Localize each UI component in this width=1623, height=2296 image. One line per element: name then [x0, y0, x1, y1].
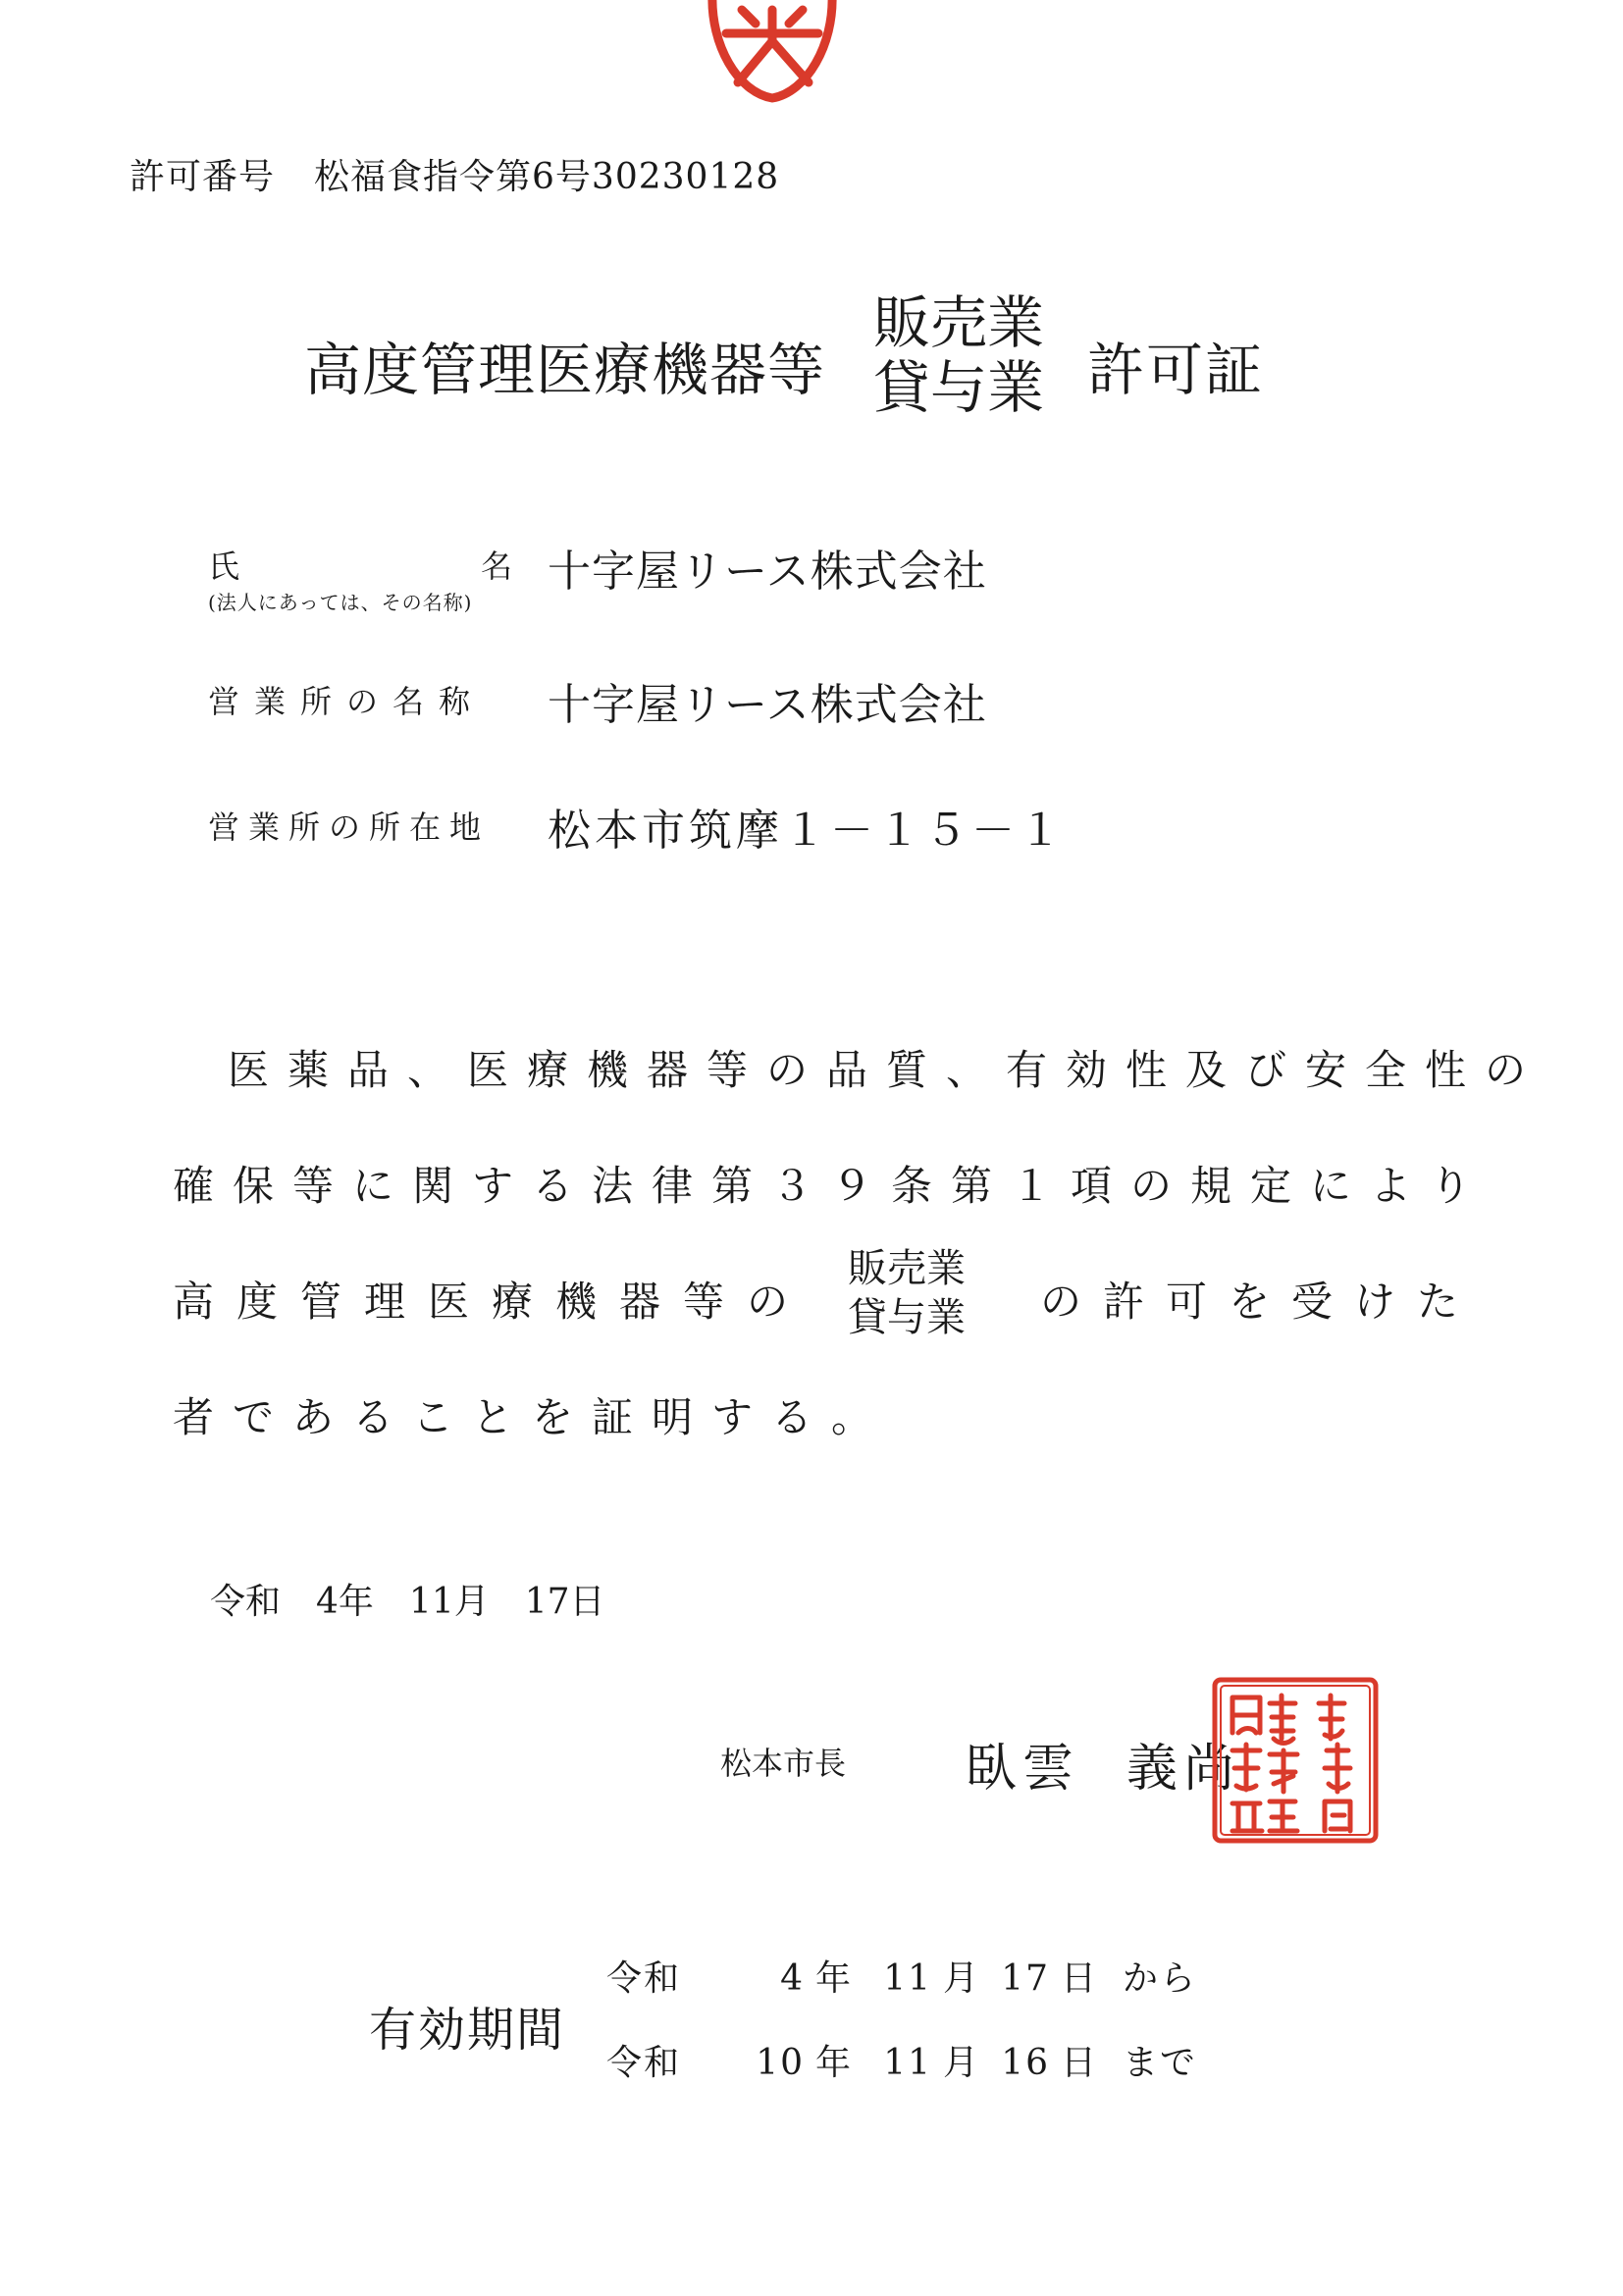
validity-to-year-unit: 年	[814, 2043, 853, 2083]
validity-to-suffix: まで	[1123, 2043, 1198, 2083]
issuer-title: 松本市長	[720, 1745, 847, 1782]
statement-business-type-sales: 販売業	[848, 1246, 966, 1291]
office-address-label: 営業所の所在地	[208, 809, 491, 846]
office-name-value: 十字屋リース株式会社	[548, 680, 987, 730]
statement-line-1: 医薬品、医療機器等の品質、有効性及び安全性の	[228, 1046, 1545, 1094]
certificate-title-main: 高度管理医療機器等	[304, 337, 826, 403]
validity-from-month: 11	[883, 1958, 932, 1999]
validity-from-year-unit: 年	[814, 1958, 853, 1999]
holder-value: 十字屋リース株式会社	[548, 547, 987, 597]
top-seal-emblem	[699, 0, 846, 106]
issue-date-day: 17日	[524, 1582, 605, 1622]
statement-line-3-end: の許可を受けた	[1040, 1278, 1481, 1326]
issuer-family-name: 臥雲	[966, 1740, 1080, 1799]
statement-line-3-start: 高度管理医療機器等の	[173, 1278, 812, 1326]
validity-from-day: 17	[1001, 1958, 1050, 1999]
issue-date	[210, 1574, 641, 1624]
validity-from-year: 4	[780, 1958, 805, 1999]
official-seal-stamp	[1209, 1674, 1382, 1847]
validity-from-era: 令和	[606, 1958, 682, 1999]
office-name-label: 営業所の名称	[208, 683, 486, 720]
holder-label-last: 名	[481, 548, 513, 585]
validity-label: 有効期間	[369, 2003, 566, 2058]
validity-from-month-unit: 月	[942, 1958, 980, 1999]
validity-to-month-unit: 月	[942, 2043, 980, 2083]
statement-line-3-business-types	[848, 1244, 966, 1342]
validity-to-day: 16	[1001, 2043, 1050, 2083]
statement-line-4: 者であることを証明する。	[173, 1393, 892, 1441]
statement-line-2: 確保等に関する法律第３９条第１項の規定により	[173, 1162, 1491, 1210]
issuer-given-name: 義尚	[1126, 1740, 1241, 1799]
holder-label-first: 氏	[208, 548, 240, 585]
issue-date-month: 11月	[408, 1582, 490, 1622]
statement-business-type-lease: 貸与業	[848, 1295, 966, 1340]
validity-to-era: 令和	[606, 2043, 682, 2083]
validity-from-row	[606, 1951, 1197, 2001]
office-address-value: 松本市筑摩１－１５－１	[548, 806, 1066, 856]
permit-number-value: 松福食指令第6号30230128	[314, 157, 780, 197]
issue-date-year: 4年	[316, 1582, 374, 1622]
title-business-type-lease: 貸与業	[873, 354, 1045, 421]
validity-from-day-unit: 日	[1060, 1958, 1098, 1999]
certificate-title-business-types	[873, 290, 1044, 420]
issue-date-era: 令和	[210, 1582, 282, 1622]
validity-to-year: 10	[756, 2043, 805, 2083]
validity-to-day-unit: 日	[1060, 2043, 1098, 2083]
validity-from-suffix: から	[1123, 1958, 1198, 1999]
issuer-name	[966, 1727, 1240, 1800]
validity-to-month: 11	[883, 2043, 932, 2083]
permit-number-line	[130, 149, 779, 199]
certificate-title-suffix: 許可証	[1087, 337, 1265, 403]
validity-to-row	[606, 2035, 1197, 2085]
title-business-type-sales: 販売業	[873, 289, 1045, 356]
holder-label-note: (法人にあっては、その名称)	[208, 591, 473, 614]
permit-number-label: 許可番号	[130, 157, 276, 197]
